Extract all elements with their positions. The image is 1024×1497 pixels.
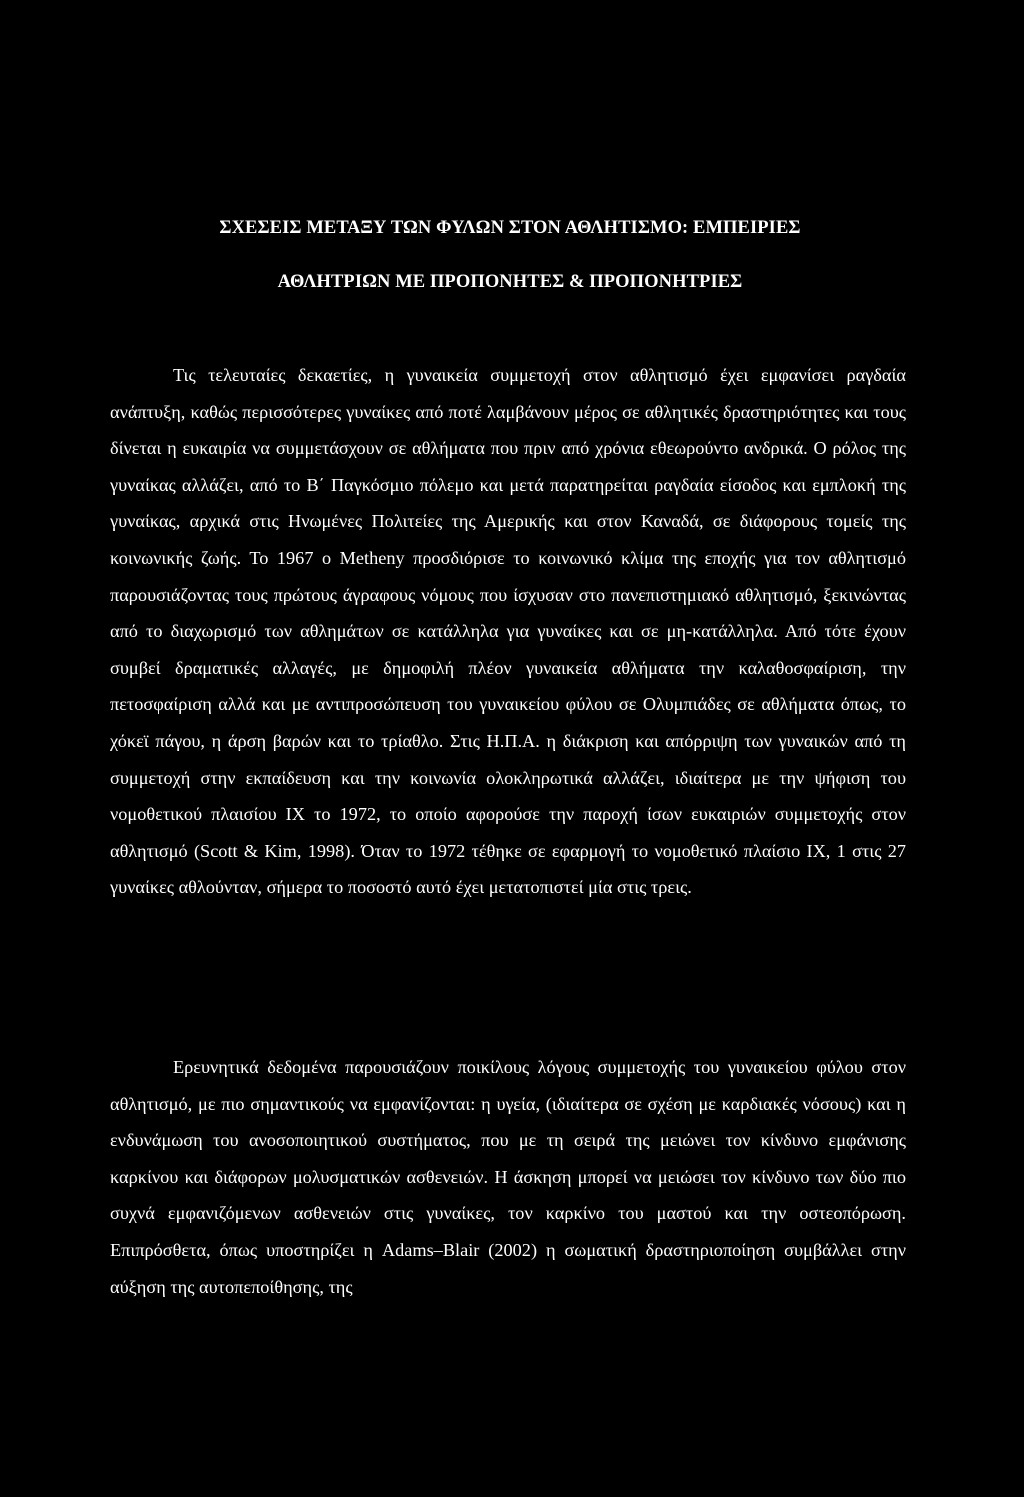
title-line-2: ΑΘΛΗΤΡΙΩΝ ΜΕ ΠΡΟΠΟΝΗΤΕΣ & ΠΡΟΠΟΝΗΤΡΙΕΣ bbox=[277, 272, 743, 292]
paragraph-1-text: Τις τελευταίες δεκαετίες, η γυναικεία συμμετοχή στον αθλητισμό έχει εμφανίσει ραγδαία ανάπτυξη, καθώς περισσότερες γυναίκες από ποτέ λαμβάνουν μέρος σε αθλητικές δραστηριότητες και τους δίνεται η ευκαιρία να συμμετάσχουν σε αθλήματα που πριν από χρόνια εθεωρούντο ανδρικά. Ο ρόλος της γυναίκας αλλάζει, από το Β΄ Παγκόσμιο πόλεμο και μετά παρατηρείται ραγδαία είσοδος και εμπλοκή της γυναίκας, αρχικά στις Ηνωμένες Πολιτείες της Αμερικής και στον Καναδά, σε διάφορους τομείς της κοινωνικής ζωής. Το 1967 ο Metheny προσδιόρισε το κοινωνικό κλίμα της εποχής για τον αθλητισμό παρουσιάζοντας τους πρώτους άγραφους νόμους που ίσχυσαν στο πανεπιστημιακό αθλητισμό, ξεκινώντας από το διαχωρισμό των αθλημάτων σε κατάλληλα για γυναίκες και σε μη-κατάλληλα. Από τότε έχουν συμβεί δραματικές αλλαγές, με δημοφιλή πλέον γυναικεία αθλήματα την καλαθοσφαίριση, την πετοσφαίριση αλλά και με αντιπροσώπευση του γυναικείου φύλου σε Ολυμπιάδες σε αθλήματα όπως, το χόκεϊ πάγου, η άρση βαρών και το τρίαθλο. Στις Η.Π.Α. η διάκριση και απόρριψη των γυναικών από τη συμμετοχή στην εκπαίδευση και την κοινωνία ολοκληρωτικά αλλάζει, ιδιαίτερα με την ψήφιση του νομοθετικού πλαισίου IX το 1972, το οποίο αφορούσε την παροχή ίσων ευκαιριών συμμετοχής στον αθλητισμό (Scott & Kim, 1998). Όταν το 1972 τέθηκε σε εφαρμογή το νομοθετικό πλαίσιο IX, 1 στις 27 γυναίκες αθλούνταν, σήμερα το ποσοστό αυτό έχει μετατοπιστεί μία στις τρεις. bbox=[110, 365, 906, 898]
title-line-1: ΣΧΕΣΕΙΣ ΜΕΤΑΞΥ ΤΩΝ ΦΥΛΩΝ ΣΤΟΝ ΑΘΛΗΤΙΣΜΟ: ΕΜΠΕΙΡΙΕΣ bbox=[219, 218, 801, 238]
paragraph-2-text: Ερευνητικά δεδομένα παρουσιάζουν ποικίλους λόγους συμμετοχής του γυναικείου φύλου στον αθλητισμό, με πιο σημαντικούς να εμφανίζονται: η υγεία, (ιδιαίτερα σε σχέση με καρδιακές νόσους) και η ενδυνάμωση του ανοσοποιητικού συστήματος, που με τη σειρά της μειώνει τον κίνδυνο εμφάνισης καρκίνου και διάφορων μολυσματικών ασθενειών. Η άσκηση μπορεί να μειώσει τον κίνδυνο των δύο πιο συχνά εμφανιζόμενων ασθενειών στις γυναίκες, τον καρκίνο του μαστού και την οστεοπόρωση. Επιπρόσθετα, όπως υποστηρίζει η Adams–Blair (2002) η σωματική δραστηριοποίηση συμβάλλει στην αύξηση της αυτοπεποίθησης, της bbox=[110, 1057, 906, 1297]
paragraph-2 bbox=[110, 1049, 906, 1305]
paragraph-1 bbox=[110, 357, 906, 906]
